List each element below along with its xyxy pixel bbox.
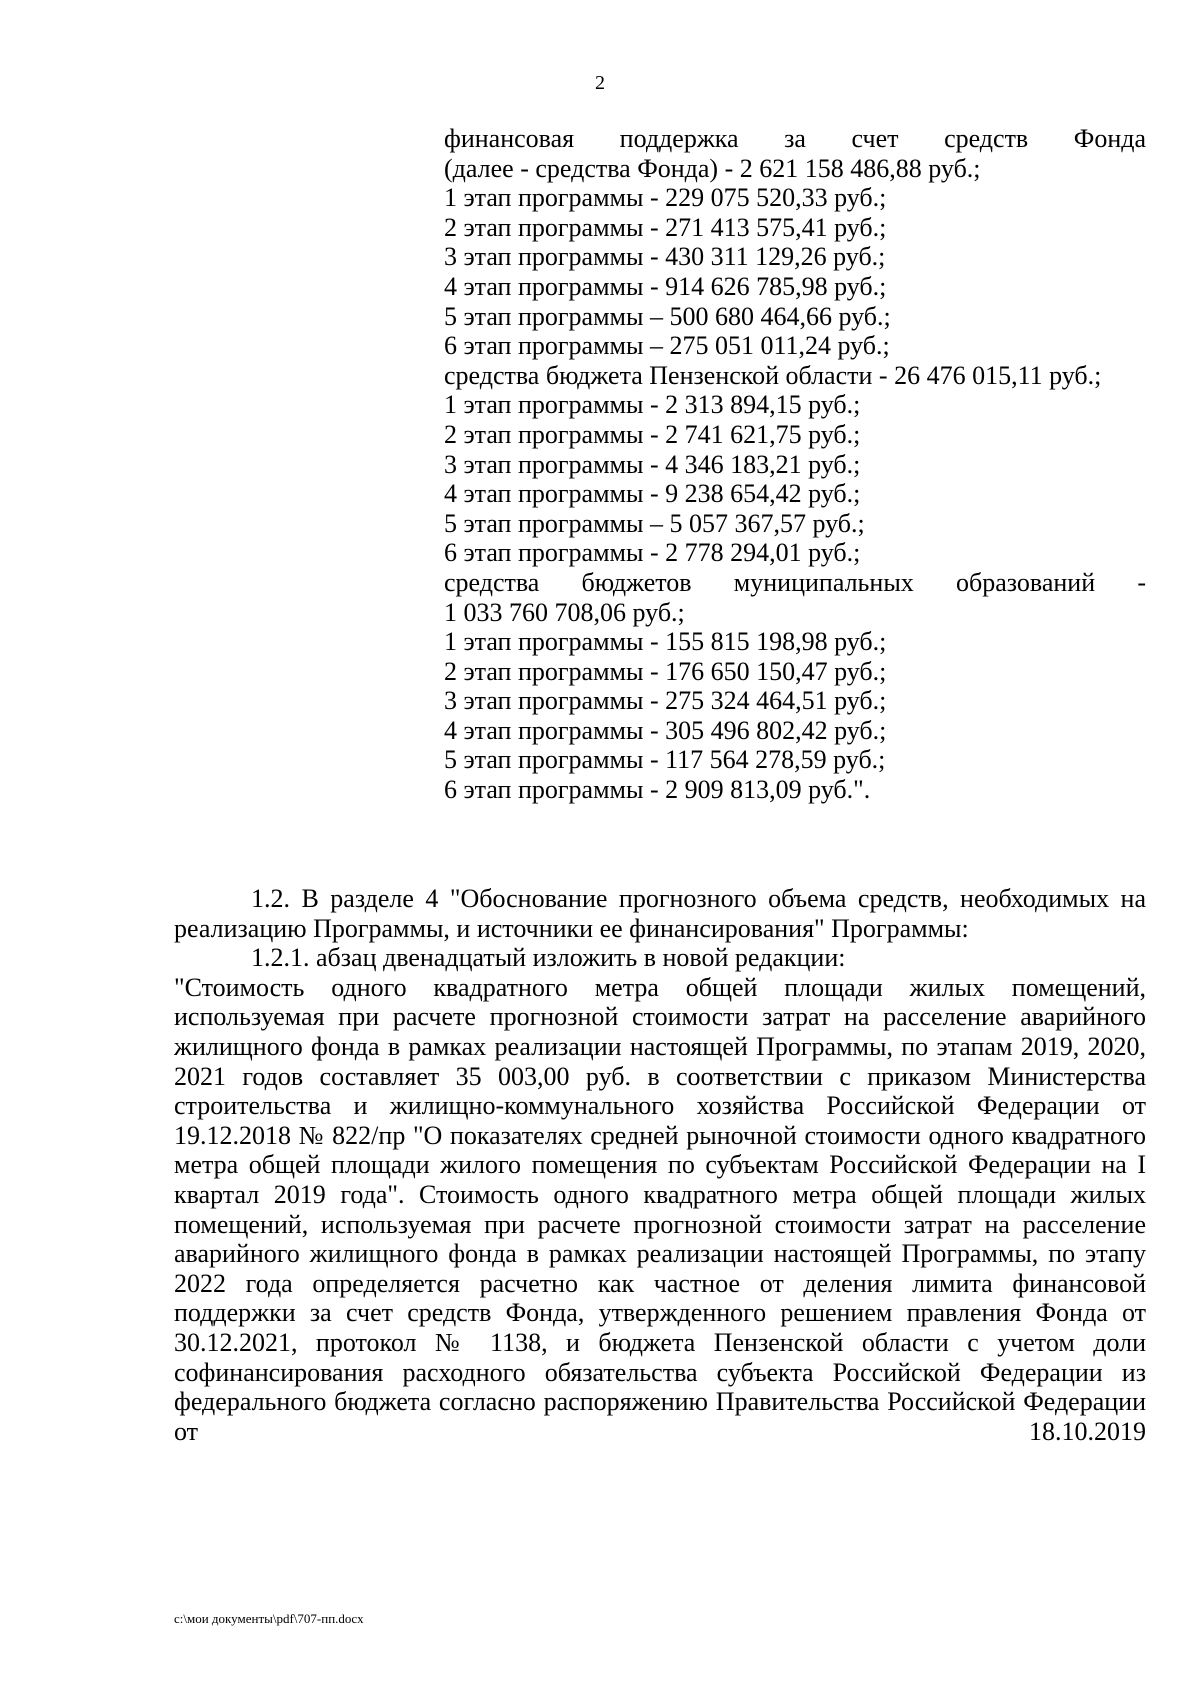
region-stage-2: 2 этап программы - 2 741 621,75 руб.;	[444, 419, 861, 449]
fund-stage-4: 4 этап программы - 914 626 785,98 руб.;	[444, 271, 887, 301]
municipal-stage-6: 6 этап программы - 2 909 813,09 руб.".	[444, 775, 871, 805]
municipal-stage-2: 2 этап программы - 176 650 150,47 руб.;	[444, 656, 887, 686]
region-budget-line: средства бюджета Пензенской области - 26 476 015,11 руб.;	[444, 360, 1102, 390]
fund-line-1: финансовая поддержка за счет средств Фонда	[444, 124, 1146, 153]
fund-stage-5: 5 этап программы – 500 680 464,66 руб.;	[444, 301, 891, 331]
municipal-stage-3: 3 этап программы - 275 324 464,51 руб.;	[444, 686, 887, 716]
region-stage-3: 3 этап программы - 4 346 183,21 руб.;	[444, 449, 861, 479]
fund-stage-2: 2 этап программы - 271 413 575,41 руб.;	[444, 212, 887, 242]
section-1-2-1: 1.2.1. абзац двенадцатый изложить в новой редакции:	[251, 943, 846, 973]
municipal-line-2: 1 033 760 708,06 руб.;	[444, 597, 685, 627]
region-stage-5: 5 этап программы – 5 057 367,57 руб.;	[444, 508, 865, 538]
fund-stage-1: 1 этап программы - 229 075 520,33 руб.;	[444, 183, 887, 213]
fund-stage-3: 3 этап программы - 430 311 129,26 руб.;	[444, 242, 886, 272]
municipal-stage-5: 5 этап программы - 117 564 278,59 руб.;	[444, 745, 886, 775]
municipal-line-1: средства бюджетов муниципальных образований -	[444, 567, 1146, 597]
page-number: 2	[595, 72, 605, 94]
body-text	[174, 884, 1146, 1446]
main-paragraph: "Стоимость одного квадратного метра общей площади жилых помещений, используемая при расчете прогнозной стоимости затрат на расселение аварийного жилищного фонда в рамках реализации настоящей Программы, по этапам 2019, 2020, 2021 годов составляет 35 003,00 руб. в соответствии с приказом Министерства строительства и жилищно-коммунального хозяйства Российской Федерации от 19.12.2018 № 822/пр "О показателях средней рыночной стоимости одного квадратного метра общей площади жилого помещения по субъектам Российской Федерации на I квартал 2019 года". Стоимость одного квадратного метра общей площади жилых помещений, используемая при расчете прогнозной стоимости затрат на расселение аварийного жилищного фонда в рамках реализации настоящей Программы, по этапу 2022 года определяется расчетно как частное от деления лимита финансовой поддержки за счет средств Фонда, утвержденного решением правления Фонда от 30.12.2021, протокол № 1138, и бюджета Пензенской области с учетом доли софинансирования расходного обязательства субъекта Российской Федерации из федерального бюджета согласно распоряжению Правительства Российской Федерации от 18.10.2019	[174, 972, 1146, 1446]
footer-file-path: c:\мои документы\pdf\707-пп.docx	[174, 1611, 364, 1626]
fund-stage-6: 6 этап программы – 275 051 011,24 руб.;	[444, 331, 890, 361]
section-1-2: 1.2. В разделе 4 "Обоснование прогнозного объема средств, необходимых на реализацию Программы, и источники ее финансирования" Программы:	[174, 884, 1146, 943]
region-stage-6: 6 этап программы - 2 778 294,01 руб.;	[444, 538, 861, 568]
municipal-stage-4: 4 этап программы - 305 496 802,42 руб.;	[444, 715, 887, 745]
funding-block	[444, 124, 1146, 805]
region-stage-1: 1 этап программы - 2 313 894,15 руб.;	[444, 390, 861, 420]
region-stage-4: 4 этап программы - 9 238 654,42 руб.;	[444, 479, 861, 509]
municipal-stage-1: 1 этап программы - 155 815 198,98 руб.;	[444, 627, 887, 657]
fund-line-2: (далее - средства Фонда) - 2 621 158 486,88 руб.;	[444, 153, 981, 183]
